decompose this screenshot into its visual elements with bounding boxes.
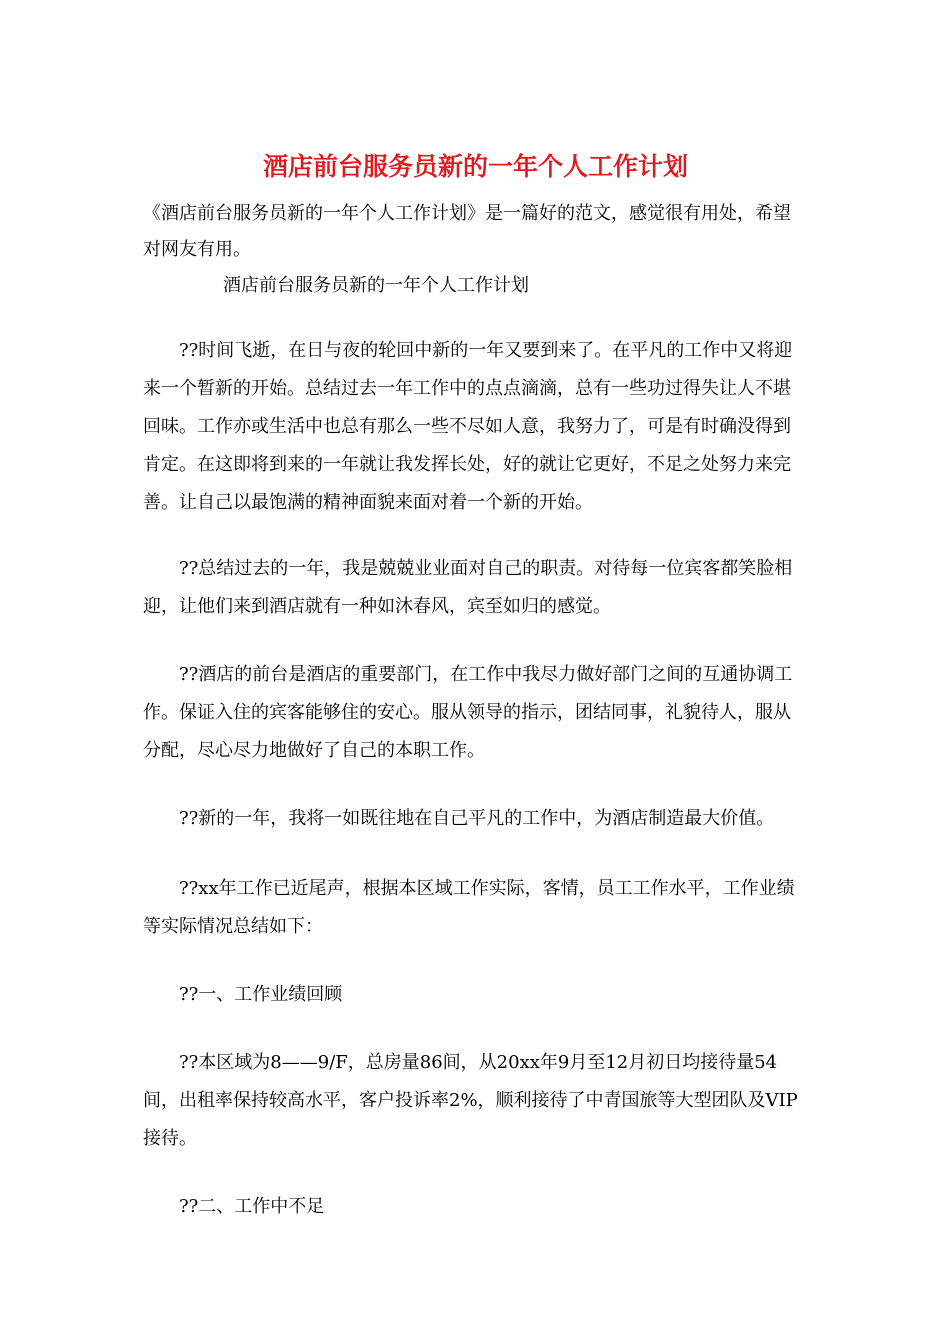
body-paragraph: ??本区域为8——9/F，总房量86间，从20xx年9月至12月初日均接待量54间，出租率保持较高水平，客户投诉率2%，顺利接待了中青国旅等大型团队及VIP接待。 [143,1052,798,1149]
document-subtitle: 酒店前台服务员新的一年个人工作计划 [223,275,529,296]
body-paragraph: ??酒店的前台是酒店的重要部门，在工作中我尽力做好部门之间的互通协调工作。保证入住的宾客能够住的安心。服从领导的指示，团结同事，礼貌待人，服从分配，尽心尽力地做好了自己的本职工作。 [143,664,793,761]
body-paragraph: ??时间飞逝，在日与夜的轮回中新的一年又要到来了。在平凡的工作中又将迎来一个暂新的开始。总结过去一年工作中的点点滴滴，总有一些功过得失让人不堪回味。工作亦或生活中也总有那么一些不尽如人意，我努力了，可是有时确没得到肯定。在这即将到来的一年就让我发挥长处，好的就让它更好，不足之处努力来完善。让自己以最饱满的精神面貌来面对着一个新的开始。 [143,340,793,513]
body-paragraph: ??xx年工作已近尾声，根据本区域工作实际，客情，员工工作水平，工作业绩等实际情况总结如下： [143,878,795,937]
body-paragraph: ??总结过去的一年，我是兢兢业业面对自己的职责。对待每一位宾客都笑脸相迎，让他们来到酒店就有一种如沐春风，宾至如归的感觉。 [143,558,793,617]
document-title: 酒店前台服务员新的一年个人工作计划 [262,152,688,181]
body-paragraph: ??新的一年，我将一如既往地在自己平凡的工作中，为酒店制造最大价值。 [179,808,775,829]
section-heading: ??一、工作业绩回顾 [179,984,343,1005]
intro-paragraph: 《酒店前台服务员新的一年个人工作计划》是一篇好的范文，感觉很有用处，希望对网友有用。 [143,203,791,260]
section-heading: ??二、工作中不足 [179,1196,325,1217]
